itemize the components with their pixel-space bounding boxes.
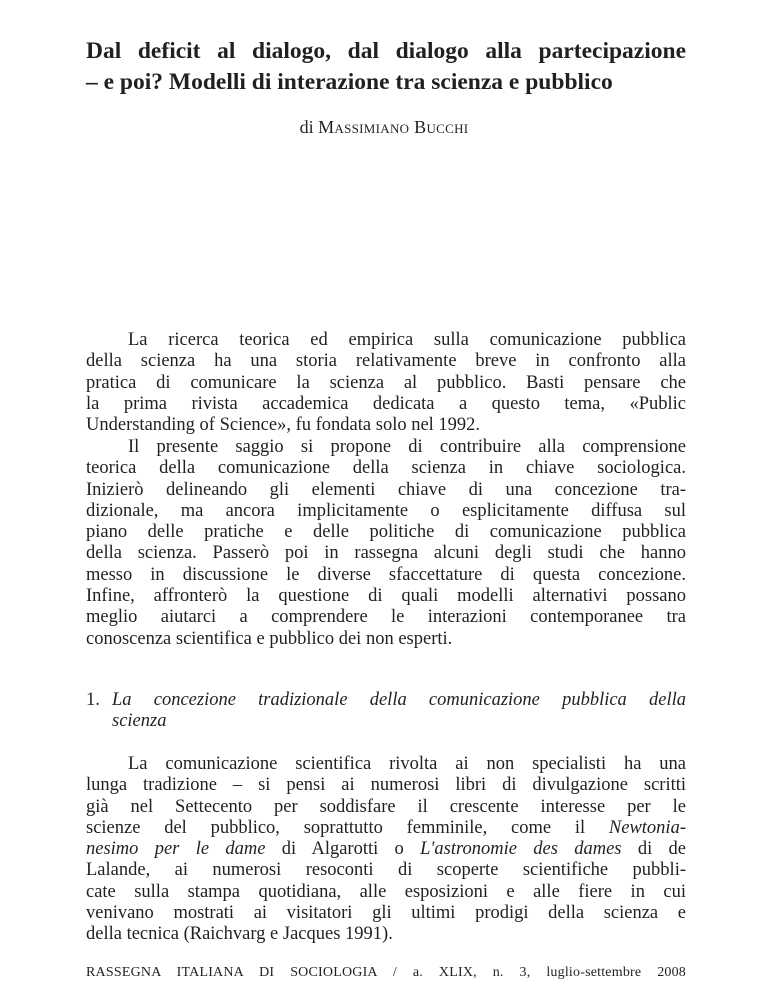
text-run: di de (621, 839, 686, 860)
author-byline (0, 117, 768, 138)
text-line: venivano mostrati ai visitatori gli ultimi prodigi della scienza e (86, 903, 686, 924)
text-line: Il presente saggio si propone di contribuire alla comprensione (128, 437, 686, 457)
text-line: Inizierò delineando gli elementi chiave di una concezione tra- (86, 479, 686, 500)
text-line: della tecnica (Raichvarg e Jacques 1991). (86, 924, 393, 945)
text-line: cate sulla stampa quotidiana, alle esposizioni e alle fiere in cui (86, 881, 686, 902)
text-line: lunga tradizione – si pensi ai numerosi libri di divulgazione scritti (86, 775, 686, 796)
text-line: piano delle pratiche e delle politiche di comunicazione pubblica (86, 522, 686, 543)
section-title-line: La concezione tradizionale della comunicazione pubblica della (112, 690, 686, 710)
section-title-line: scienza (112, 711, 167, 732)
title-line: – e poi? Modelli di interazione tra scienza e pubblico (86, 69, 613, 95)
text-line (86, 839, 686, 860)
journal-footer: RASSEGNA ITALIANA DI SOCIOLOGIA / a. XLIX, n. 3, luglio-settembre 2008 (86, 965, 686, 980)
byline-prefix: di (299, 117, 314, 137)
title-line: Dal deficit al dialogo, dal dialogo alla partecipazione (86, 38, 686, 64)
book-title-italic: nesimo per le dame (86, 839, 266, 860)
text-line: Understanding of Science», fu fondata solo nel 1992. (86, 415, 481, 436)
text-line: La ricerca teorica ed empirica sulla comunicazione pubblica (128, 330, 686, 350)
text-line: della scienza. Passerò poi in rassegna alcuni degli studi che hanno (86, 543, 686, 564)
text-run: di Algarotti o (265, 839, 421, 860)
text-line: La comunicazione scientifica rivolta ai non specialisti ha una (128, 754, 686, 774)
text-line: della scienza ha una storia relativamente breve in confronto alla (86, 351, 686, 372)
author-name: Massimiano Bucchi (318, 117, 469, 137)
text-line: pratica di comunicare la scienza al pubblico. Basti pensare che (86, 372, 686, 393)
text-line: conoscenza scientifica e pubblico dei non esperti. (86, 628, 453, 649)
text-line: già nel Settecento per soddisfare il crescente interesse per le (86, 796, 686, 817)
text-line: Infine, affronterò la questione di quali modelli alternativi possano (86, 586, 686, 607)
book-title-italic: L'astronomie des dames (420, 839, 622, 860)
text-line: teorica della comunicazione della scienza in chiave sociologica. (86, 458, 686, 479)
text-run: scienze del pubblico, soprattutto femminile, come il (86, 817, 609, 838)
book-title-italic: Newtonia- (608, 817, 686, 838)
text-line: messo in discussione le diverse sfaccettature di questa concezione. (86, 564, 686, 585)
text-line: dizionale, ma ancora implicitamente o esplicitamente diffusa sul (86, 500, 686, 521)
body-paragraph (86, 330, 686, 436)
section-number: 1. (86, 690, 100, 710)
text-line: la prima rivista accademica dedicata a questo tema, «Public (86, 393, 686, 414)
body-paragraph (86, 754, 686, 946)
text-line: Lalande, ai numerosi resoconti di scoperte scientifiche pubbli- (86, 860, 686, 881)
article-title (86, 36, 686, 98)
text-line (86, 818, 686, 839)
section-heading (86, 690, 686, 733)
text-line: meglio aiutarci a comprendere le interazioni contemporanee tra (86, 607, 686, 628)
body-paragraph (86, 437, 686, 650)
